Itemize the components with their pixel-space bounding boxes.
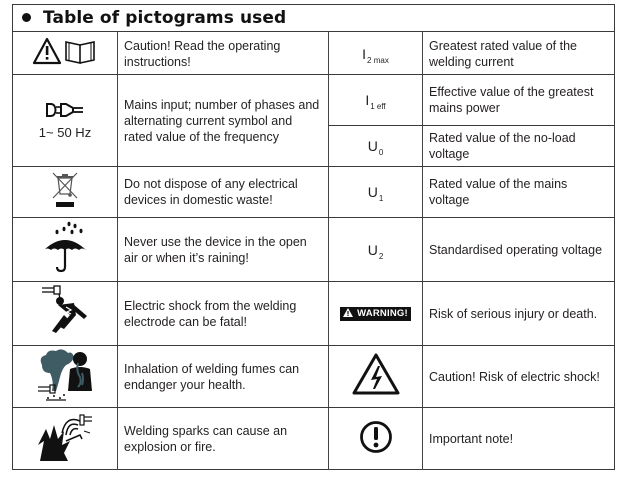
- warning-badge: WARNING!: [340, 307, 411, 321]
- table-row: [13, 282, 117, 345]
- voltage-symbol-u1: U 1: [367, 184, 384, 203]
- table-row: [13, 218, 117, 281]
- pictogram-description: Mains input; number of phases and alternating current symbol and rated value of the frequency: [124, 97, 320, 144]
- welding-sparks-explosion-icon: [36, 411, 94, 468]
- pictogram-description: Electric shock from the welding electrode can be fatal!: [124, 298, 297, 329]
- table-row: [329, 75, 422, 125]
- pictogram-description: Never use the device in the open air or when it’s raining!: [124, 234, 307, 265]
- pictogram-description: Greatest rated value of the welding current: [429, 38, 578, 69]
- table-row: [329, 408, 422, 470]
- table-row: [13, 75, 117, 166]
- pictogram-description: Caution! Risk of electric shock!: [429, 369, 600, 384]
- current-symbol-i1eff: I 1 eff: [365, 92, 386, 111]
- electric-shock-electrode-icon: [40, 283, 90, 344]
- table-row: [329, 33, 422, 74]
- table-row: [329, 282, 422, 345]
- table-row: [13, 408, 117, 470]
- welding-fumes-icon: [36, 347, 94, 406]
- table-row: [329, 346, 422, 407]
- table-row: [13, 346, 117, 407]
- electric-shock-triangle-icon: [351, 352, 401, 401]
- pictogram-description: Caution! Read the operating instructions!: [124, 38, 281, 69]
- pictogram-description: Important note!: [429, 432, 514, 446]
- bullet-icon: [22, 13, 31, 22]
- table-header: [12, 4, 615, 32]
- pictogram-description: Welding sparks can cause an explosion or fire.: [124, 424, 288, 454]
- pictogram-description: Risk of serious injury or death.: [429, 306, 598, 321]
- current-symbol-i2max: I 2 max: [362, 45, 389, 65]
- table-row: [329, 126, 422, 166]
- table-row: [329, 167, 422, 217]
- table-row: [329, 218, 422, 281]
- pictogram-description: Inhalation of welding fumes can endanger your health.: [124, 361, 300, 392]
- pictogram-description: Standardised operating voltage: [429, 242, 603, 257]
- pictogram-description: Do not dispose of any electrical devices in domestic waste!: [124, 177, 298, 207]
- warning-read-manual-icon: [32, 37, 98, 70]
- table-title: Table of pictograms used: [43, 7, 287, 28]
- pictogram-description: Effective value of the greatest mains power: [429, 85, 594, 115]
- table-row: [13, 167, 117, 217]
- voltage-symbol-u0: U 0: [367, 138, 384, 157]
- important-note-icon: [359, 420, 393, 459]
- voltage-symbol-u2: U 2: [367, 241, 384, 261]
- pictogram-description: Rated value of the no-load voltage: [429, 131, 576, 161]
- frequency-label: 1~ 50 Hz: [38, 124, 92, 140]
- mains-plug-icon: [43, 102, 87, 123]
- warning-triangle-icon: [343, 308, 353, 320]
- umbrella-rain-icon: [42, 220, 88, 279]
- weee-crossed-bin-icon: [50, 170, 80, 215]
- pictogram-description: Rated value of the mains voltage: [429, 177, 568, 207]
- table-row: [13, 33, 117, 74]
